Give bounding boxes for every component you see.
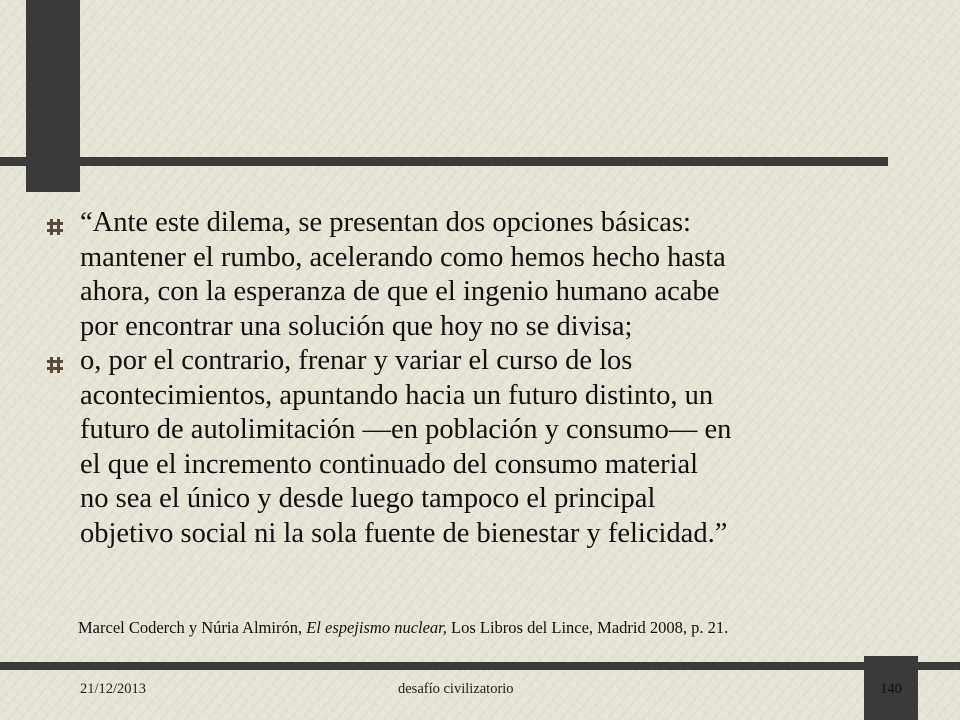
hash-bullet-icon [46,344,80,374]
quote-paragraph-1: “Ante este dilema, se presentan dos opciones básicas: mantener el rumbo, acelerando como hemos hecho hasta ahora, con la esperanza de que el ingenio humano acabe por encontrar una solución que hoy no se divisa; [80,207,726,342]
citation-publisher: Los Libros del Lince, Madrid 2008, p. 21. [446,618,729,637]
bullet-item-1 [46,206,946,344]
citation-book-title: El espejismo nuclear, [306,618,447,637]
citation [78,618,948,638]
hash-bullet-icon [46,206,80,236]
decorative-top-rule [0,157,888,166]
quote-paragraph-2: o, por el contrario, frenar y variar el curso de los acontecimientos, apuntando hacia un futuro distinto, un futuro de autolimitación —en población y consumo— en el que el incremento continuado del consumo material no sea el único y desde luego tampoco el principal objetivo social ni la sola fuente de bienestar y felicidad.” [80,345,732,549]
footer-title: desafío civilizatorio [398,681,514,697]
footer-date: 21/12/2013 [80,681,147,697]
page-number: 140 [880,681,902,697]
citation-authors: Marcel Coderch y Núria Almirón, [78,618,307,637]
decorative-bottom-rule [0,662,960,670]
slide-content [46,206,946,551]
bullet-item-2 [46,344,946,551]
